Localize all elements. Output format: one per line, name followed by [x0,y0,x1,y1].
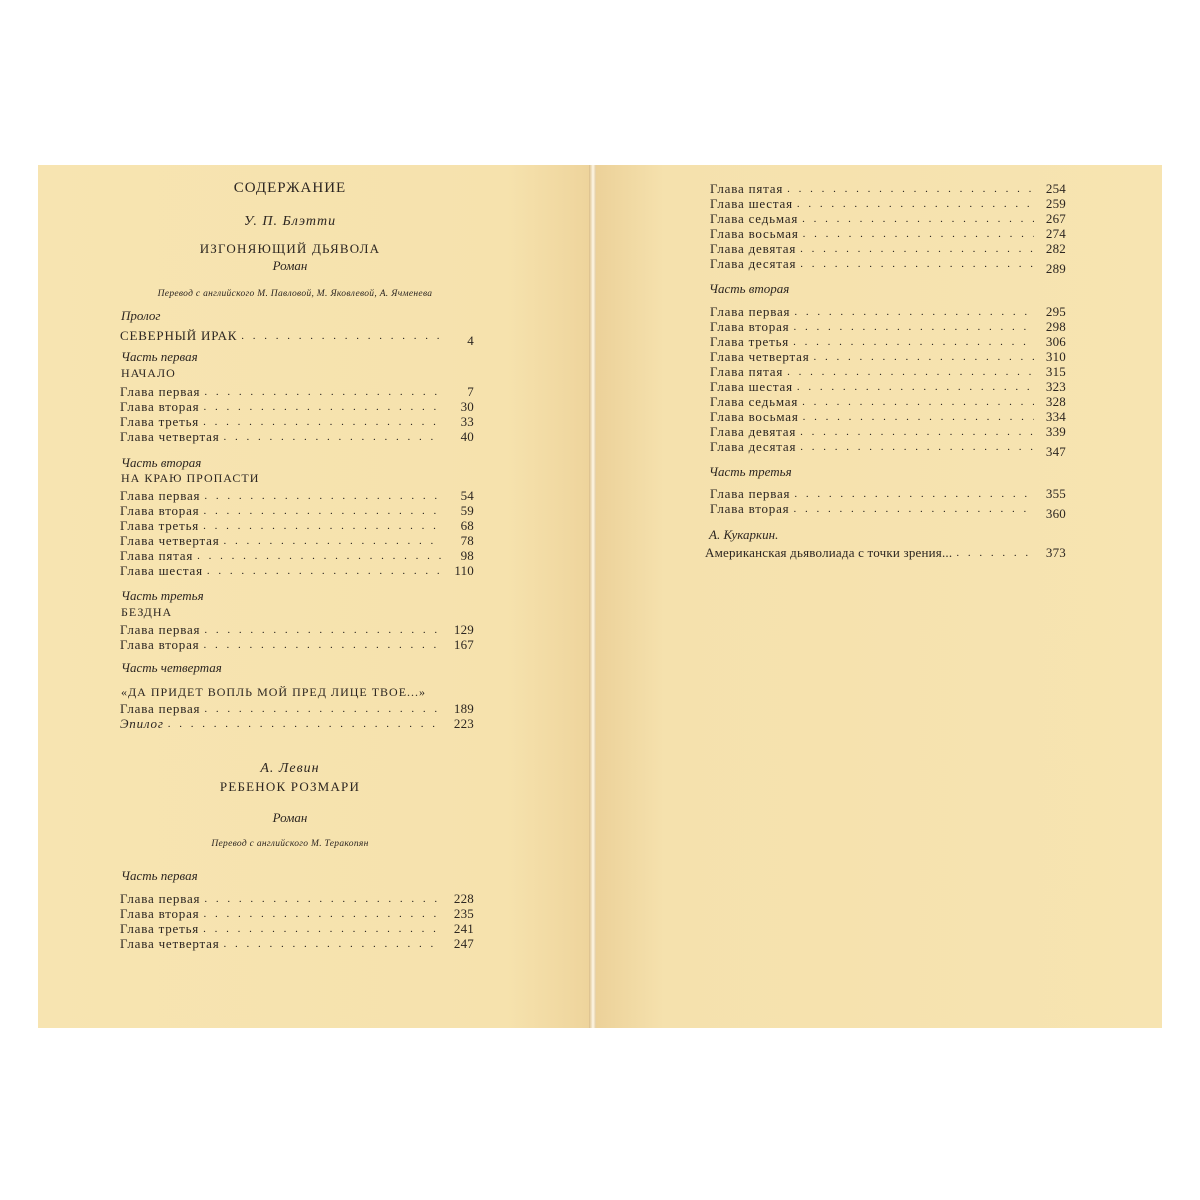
toc-entry[interactable] [120,936,474,951]
toc-entry-page: 274 [1045,226,1066,241]
toc-entry-label: Глава пятая [120,548,194,563]
book1-part4-label: Часть четвертая [121,660,222,675]
dot-leader [204,386,442,399]
toc-entry-label: Глава первая [120,701,201,716]
dot-leader [203,639,442,652]
toc-entry-page: 223 [453,716,474,731]
dot-leader [787,366,1034,379]
book2-part1-continued-list [710,181,1066,276]
toc-entry[interactable] [710,241,1066,256]
toc-entry-page: 241 [453,921,474,936]
toc-entry-page: 306 [1045,334,1066,349]
toc-entry-page: 129 [453,622,474,637]
book2-part2-list [710,304,1066,459]
toc-entry-page: 315 [1045,364,1066,379]
toc-entry[interactable] [710,211,1066,226]
toc-entry-label: Глава седьмая [710,211,799,226]
toc-entry-label: Глава шестая [710,196,793,211]
toc-entry-label: Глава вторая [120,399,200,414]
toc-entry-label: Глава первая [120,488,201,503]
toc-entry-label: Глава первая [120,384,201,399]
toc-entry-label: Глава девятая [710,424,797,439]
dot-leader [207,565,442,578]
toc-entry-page: 33 [460,414,474,429]
toc-entry[interactable] [710,379,1066,394]
toc-entry[interactable] [710,486,1066,501]
dot-leader [203,416,442,429]
book1-part2-label: Часть вторая [121,455,202,470]
dot-leader [800,426,1034,439]
toc-entry[interactable] [710,424,1066,439]
book1-part2-list [120,488,474,578]
dot-leader [803,228,1034,241]
dot-leader [814,351,1034,364]
toc-entry-label: Глава третья [120,921,200,936]
toc-entry-page: 339 [1045,424,1066,439]
dot-leader [794,488,1034,501]
dot-leader [797,381,1034,394]
book1-part1-label: Часть первая [121,349,198,364]
toc-entry-label: Глава вторая [710,501,790,516]
toc-entry-label: Глава пятая [710,364,784,379]
toc-entry[interactable] [120,563,474,578]
book1-part3-title: БЕЗДНА [121,605,173,619]
toc-entry-label: Глава четвертая [120,936,220,951]
book2-part3-label: Часть третья [709,464,792,479]
toc-entry-label: Глава третья [120,414,200,429]
book1-translator-credit: Перевод с английского М. Павловой, М. Яковлевой, А. Ячменева [157,289,433,299]
prologue-list [120,328,474,348]
toc-entry-page: 328 [1045,394,1066,409]
toc-entry-page: 59 [460,503,474,518]
toc-entry[interactable] [710,439,1066,459]
toc-entry-page: 40 [460,429,474,444]
toc-entry-page: 282 [1045,241,1066,256]
book1-title: ИЗГОНЯЮЩИЙ ДЬЯВОЛА [199,241,381,256]
toc-entry-page: 30 [460,399,474,414]
dot-leader [800,243,1034,256]
dot-leader [224,938,442,951]
toc-entry-label: Глава седьмая [710,394,799,409]
essay-author: А. Кукаркин. [709,527,779,542]
toc-entry[interactable] [710,501,1066,521]
toc-heading: СОДЕРЖАНИЕ [233,180,347,196]
toc-entry-page: 7 [467,384,474,399]
book1-genre: Роман [272,258,308,273]
dot-leader [203,401,442,414]
toc-entry[interactable] [710,334,1066,349]
toc-entry-label: Глава третья [710,334,790,349]
toc-entry-page: 323 [1045,379,1066,394]
dot-leader [793,336,1034,349]
toc-entry-page: 355 [1045,486,1066,501]
toc-entry-label: Глава восьмая [710,409,799,424]
toc-entry[interactable] [120,637,474,652]
toc-entry-page: 254 [1045,181,1066,196]
right-page [596,165,1162,1028]
toc-entry-label: Глава первая [710,304,791,319]
toc-entry-page: 247 [453,936,474,951]
toc-entry-label: Глава десятая [710,439,797,454]
dot-leader [203,923,442,936]
dot-leader [203,505,442,518]
toc-entry[interactable] [710,304,1066,319]
dot-leader [797,198,1034,211]
book1-part4-list [120,701,474,731]
toc-entry[interactable] [120,921,474,936]
dot-leader [793,321,1034,334]
toc-entry[interactable] [710,349,1066,364]
dot-leader [204,893,442,906]
dot-leader [803,411,1034,424]
dot-leader [204,703,442,716]
toc-entry-label: Глава первая [120,891,201,906]
toc-entry[interactable]: СЕВЕРНЫЙ ИРАК . . . 4 [120,328,474,343]
toc-entry-label: Эпилог [120,716,164,731]
toc-entry-label: Глава вторая [120,906,200,921]
toc-entry[interactable] [120,414,474,429]
toc-entry-label: Глава четвертая [120,429,220,444]
toc-entry-label: Глава четвертая [120,533,220,548]
toc-entry-page: 235 [453,906,474,921]
toc-entry[interactable] [120,518,474,533]
toc-entry[interactable] [710,364,1066,379]
toc-entry[interactable] [120,533,474,548]
dot-leader [802,213,1034,226]
dot-leader [204,624,442,637]
toc-entry[interactable] [710,256,1066,276]
book2-title: РЕБЕНОК РОЗМАРИ [219,779,361,794]
toc-entry-page: 98 [460,548,474,563]
book2-translator-credit: Перевод с английского М. Теракопян [211,839,369,849]
toc-entry-page: 267 [1045,211,1066,226]
toc-entry[interactable] [120,384,474,399]
toc-entry[interactable] [710,409,1066,424]
toc-entry[interactable] [120,701,474,716]
dot-leader [197,550,442,563]
dot-leader [800,258,1034,271]
book2-part1-list [120,891,474,951]
toc-entry[interactable] [710,319,1066,334]
dot-leader [800,441,1034,454]
toc-entry-page: 295 [1045,304,1066,319]
toc-entry-page: 259 [1045,196,1066,211]
toc-entry[interactable] [710,394,1066,409]
dot-leader [794,306,1034,319]
toc-entry-page: 347 [1045,444,1066,459]
essay-list [705,545,1066,560]
book1-author: У. П. Блэтти [243,214,337,229]
dot-leader [802,396,1034,409]
dot-leader [203,908,442,921]
book2-genre: Роман [272,810,308,825]
toc-entry[interactable] [120,488,474,503]
toc-entry[interactable] [710,196,1066,211]
toc-entry[interactable] [120,906,474,921]
toc-entry-page: 289 [1045,261,1066,276]
toc-entry[interactable]: Американская дьяволиада с точки зрения... . . . 373 [705,545,1066,560]
toc-entry[interactable] [120,429,474,444]
dot-leader [203,520,442,533]
toc-entry-page: 54 [460,488,474,503]
toc-entry[interactable] [120,548,474,563]
book2-part3-list [710,486,1066,521]
toc-entry-page: 360 [1045,506,1066,521]
dot-leader [224,431,442,444]
toc-entry-label: Глава шестая [120,563,203,578]
toc-entry-page: 110 [454,563,474,578]
toc-entry-page: 68 [460,518,474,533]
toc-entry-label: Глава восьмая [710,226,799,241]
toc-entry[interactable] [120,622,474,637]
toc-entry-label: Глава вторая [120,503,200,518]
toc-entry[interactable] [120,716,474,731]
toc-entry-label: Глава первая [710,486,791,501]
book1-part3-label: Часть третья [121,588,204,603]
toc-entry-label: Глава четвертая [710,349,810,364]
toc-entry[interactable] [710,226,1066,241]
toc-entry-page: 298 [1045,319,1066,334]
toc-entry[interactable] [710,181,1066,196]
toc-entry[interactable] [120,503,474,518]
toc-entry-label: Глава первая [120,622,201,637]
toc-entry-label: Глава вторая [710,319,790,334]
toc-entry-page: 228 [453,891,474,906]
toc-entry[interactable] [120,891,474,906]
toc-entry-label: Глава третья [120,518,200,533]
book1-part1-title: НАЧАЛО [121,366,176,380]
book1-part4-title: «ДА ПРИДЕТ ВОПЛЬ МОЙ ПРЕД ЛИЦЕ ТВОЕ...» [121,685,427,699]
book2-author: А. Левин [260,761,320,776]
toc-entry-page: 310 [1045,349,1066,364]
toc-entry-label: Глава пятая [710,181,784,196]
toc-entry-page: 189 [453,701,474,716]
toc-entry-label: Глава десятая [710,256,797,271]
book1-part2-title: НА КРАЮ ПРОПАСТИ [121,471,260,485]
book1-part1-list [120,384,474,444]
book2-part1-label: Часть первая [121,868,198,883]
dot-leader [787,183,1034,196]
dot-leader [204,490,442,503]
dot-leader [224,535,442,548]
prologue-label: Пролог [121,308,161,323]
dot-leader [168,718,442,731]
toc-entry-page: 167 [453,637,474,652]
dot-leader [793,503,1034,516]
book1-part3-list [120,622,474,652]
toc-entry-page: 78 [460,533,474,548]
toc-entry[interactable] [120,399,474,414]
book2-part2-label: Часть вторая [709,281,790,296]
toc-entry-label: Глава шестая [710,379,793,394]
toc-entry-page: 334 [1045,409,1066,424]
toc-entry-label: Глава вторая [120,637,200,652]
toc-entry-label: Глава девятая [710,241,797,256]
